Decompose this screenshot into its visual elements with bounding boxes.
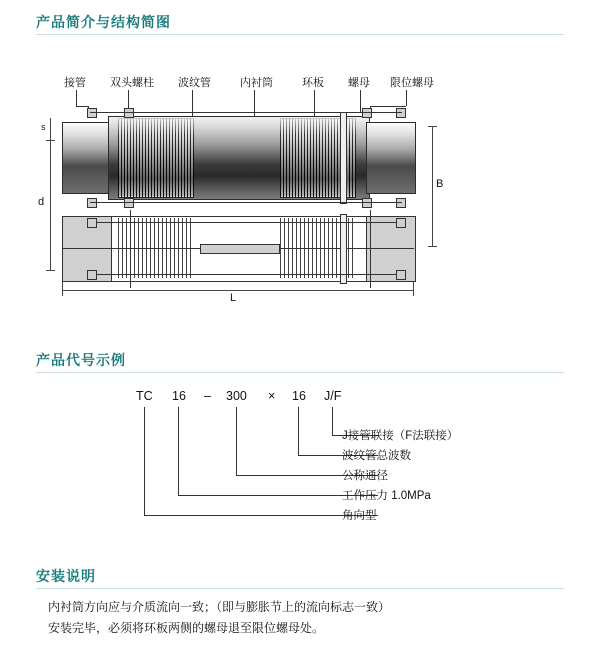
dim-L-line [62, 290, 414, 291]
pipe-left [62, 122, 112, 194]
dim-B-line [432, 126, 433, 246]
tie-rod-bottom [90, 202, 402, 203]
code-token-multiply: × [268, 389, 276, 403]
callout-label-limit-nut: 限位螺母 [390, 77, 434, 89]
callout-label-nut: 螺母 [348, 77, 370, 89]
dim-B-tick-top [428, 126, 437, 127]
callout-label-bellows: 波纹管 [178, 77, 211, 89]
section-divider-code [36, 372, 564, 373]
callout-label-stud: 双头螺柱 [110, 77, 154, 89]
leader-nut [360, 90, 361, 112]
callout-label-liner: 内衬筒 [240, 77, 273, 89]
nut-top-left [87, 108, 97, 118]
section-nut-left-bottom [87, 270, 97, 280]
section-pipe-right [366, 216, 416, 282]
code-desc-type: 角向型 [342, 510, 377, 522]
leader-pipe-h [76, 106, 88, 107]
section-divider-install [36, 588, 564, 589]
section-nut-left-top [87, 218, 97, 228]
code-token-pressure: 16 [172, 389, 186, 403]
dim-s-line [50, 118, 51, 140]
section-stud-right [370, 210, 371, 288]
dim-L-tick-left [62, 282, 63, 296]
product-code-example [40, 375, 560, 535]
callout-label-pipe: 接管 [64, 77, 86, 89]
leader-pipe [76, 90, 77, 106]
code-token-dash: – [204, 389, 211, 403]
tie-rod-top [90, 112, 402, 113]
stem-pressure [178, 407, 179, 495]
dim-B-tick-bottom [428, 246, 437, 247]
section-stud-left [130, 210, 131, 288]
install-note-1: 内衬筒方向应与介质流向一致；（即与膨胀节上的流向标志一致） [48, 600, 391, 614]
stud-nut-top-left [124, 108, 134, 118]
leader-limit-nut [406, 90, 407, 106]
stem-diameter [236, 407, 237, 475]
section-nut-right-top [396, 218, 406, 228]
dim-label-B: B [436, 178, 444, 190]
section-title-intro: 产品简介与结构简图 [36, 14, 171, 30]
limit-nut-top-right [362, 108, 372, 118]
section-nut-right-bottom [396, 270, 406, 280]
stud-nut-bottom-left [124, 198, 134, 208]
dim-d-tick-bottom [46, 270, 55, 271]
dim-d-tick-top [46, 140, 55, 141]
code-token-diameter: 300 [226, 389, 247, 403]
code-desc-waves: 波纹管总波数 [342, 450, 411, 462]
pipe-right [366, 122, 416, 194]
nut-top-right [396, 108, 406, 118]
code-token-connection: J/F [324, 389, 342, 403]
code-token-waves: 16 [292, 389, 306, 403]
installation-notes [48, 597, 568, 639]
leader-limit-nut-h [370, 106, 406, 107]
dim-label-L: L [230, 292, 237, 304]
ring-plate-top [340, 112, 347, 204]
section-title-install: 安装说明 [36, 568, 96, 584]
nut-bottom-right [396, 198, 406, 208]
stem-type [144, 407, 145, 515]
section-divider-intro [36, 34, 564, 35]
section-title-code: 产品代号示例 [36, 352, 126, 368]
limit-nut-bottom-right [362, 198, 372, 208]
section-tie-rod-top [90, 222, 402, 223]
structure-diagram [38, 66, 520, 304]
dim-d-line [50, 140, 51, 270]
section-liner [200, 244, 280, 254]
stem-waves [298, 407, 299, 455]
code-desc-connection: J接管联接（F法联接） [342, 430, 459, 442]
code-token-tc: TC [136, 389, 153, 403]
callout-label-ring-plate: 环板 [302, 77, 324, 89]
code-desc-diameter: 公称通径 [342, 470, 388, 482]
install-note-2: 安装完毕，必须将环板两侧的螺母退至限位螺母处。 [48, 621, 325, 635]
dim-label-s: s [41, 122, 46, 132]
stem-connection [332, 407, 333, 435]
dim-L-tick-right [413, 282, 414, 296]
bellows-left [118, 118, 194, 198]
code-desc-pressure: 工作压力 1.0MPa [342, 490, 431, 502]
dim-label-d: d [38, 196, 45, 208]
section-tie-rod-bottom [90, 274, 402, 275]
nut-bottom-left [87, 198, 97, 208]
